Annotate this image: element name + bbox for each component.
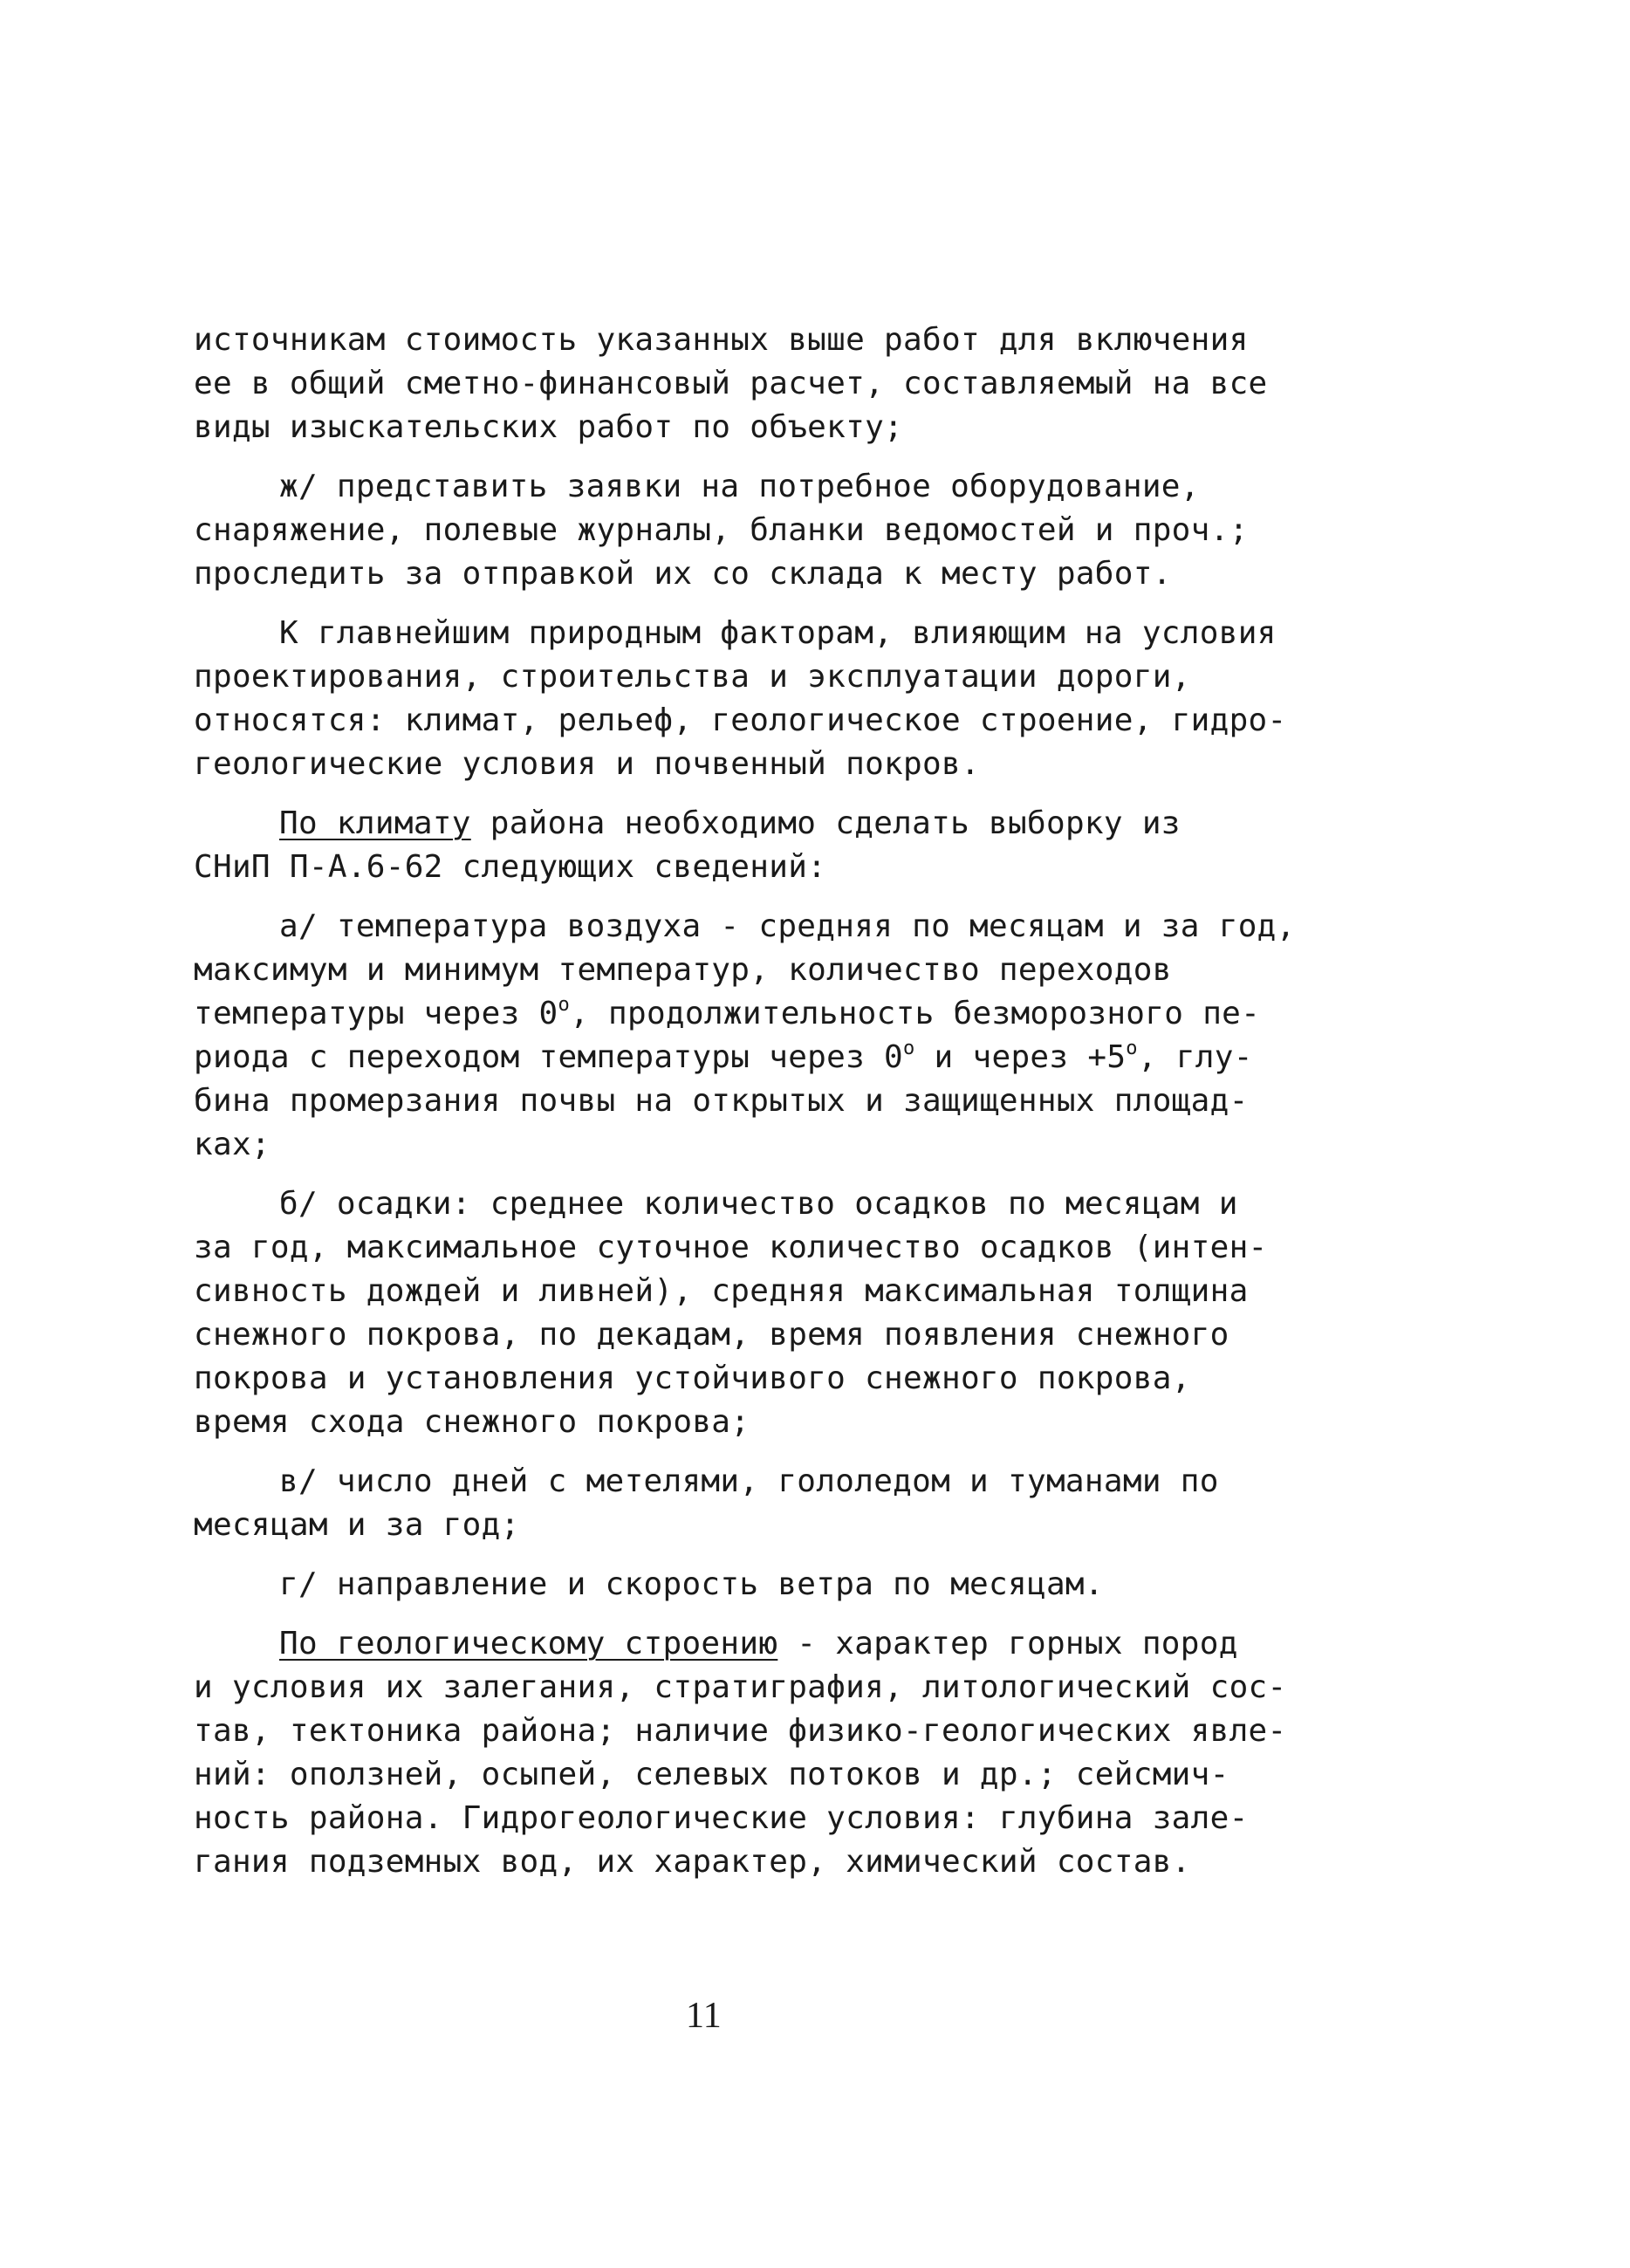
line-text: проектирования, строительства и эксплуатации дороги, xyxy=(194,659,1191,695)
line-text: максимум и минимум температур, количество переходов xyxy=(194,952,1172,988)
paragraph xyxy=(194,319,1268,449)
text-line xyxy=(194,1270,1249,1313)
paragraph xyxy=(194,612,1287,786)
paragraph xyxy=(194,1563,1223,1607)
underlined-heading: По геологическому строению xyxy=(279,1626,778,1662)
text-line xyxy=(194,362,1268,406)
text-line xyxy=(194,1226,1268,1270)
line-text: в/ число дней с метелями, гололедом и туманами по xyxy=(279,1463,1219,1499)
line-text: а/ температура воздуха - средняя по месяцам и за год, xyxy=(279,908,1296,944)
text-line xyxy=(194,802,1223,846)
text-line xyxy=(194,1840,1223,1884)
line-text: бина промерзания почвы на открытых и защищенных площад- xyxy=(194,1083,1249,1119)
text-line xyxy=(194,509,1249,552)
line-text: за год, максимальное суточное количество осадков (интен- xyxy=(194,1230,1268,1265)
paragraph xyxy=(194,905,1296,1167)
line-text: месяцам и за год; xyxy=(194,1507,520,1543)
line-text: риода с переходом температуры через 0$^o$ и через $+5^o$, глу- xyxy=(194,1038,1253,1075)
paragraph xyxy=(194,1460,1223,1547)
line-text: ность района. Гидрогеологические условия: глубина зале- xyxy=(194,1800,1249,1836)
line-text: покрова и установления устойчивого снежного покрова, xyxy=(194,1360,1191,1396)
text-line xyxy=(194,1036,1253,1079)
line-text: СНиП П-А.6-62 следующих сведений: xyxy=(194,849,827,885)
page-number: 11 xyxy=(686,1996,723,2036)
text-line xyxy=(194,1622,1238,1666)
paragraph xyxy=(194,1622,1287,1884)
line-text: ее в общий сметно-финансовый расчет, составляемый на все xyxy=(194,366,1268,401)
text-line xyxy=(194,1313,1229,1357)
line-text: ж/ представить заявки на потребное оборудование, xyxy=(279,469,1200,504)
line-text: - характер горных пород xyxy=(777,1626,1238,1662)
line-text: температуры через 0$^o$, продолжительность безморозного пе- xyxy=(194,994,1261,1031)
text-line xyxy=(194,465,1223,509)
line-text: сивность дождей и ливней), средняя максимальная толщина xyxy=(194,1273,1249,1309)
text-line xyxy=(194,1797,1249,1840)
text-line xyxy=(194,1710,1287,1753)
line-text: б/ осадки: среднее количество осадков по месяцам и xyxy=(279,1186,1238,1222)
text-line xyxy=(194,846,1223,889)
paragraph xyxy=(194,802,1223,889)
text-line xyxy=(194,1753,1229,1797)
line-text: виды изыскательских работ по объекту; xyxy=(194,409,904,445)
text-line xyxy=(194,992,1261,1036)
line-text: источникам стоимость указанных выше работ для включения xyxy=(194,322,1249,358)
line-text: К главнейшим природным факторам, влияющим на условия xyxy=(279,615,1277,651)
text-line xyxy=(194,905,1296,949)
underlined-heading: По климату xyxy=(279,805,471,841)
text-line xyxy=(194,655,1223,699)
line-text: гания подземных вод, их характер, химический состав. xyxy=(194,1844,1191,1880)
text-line xyxy=(194,552,1223,596)
line-text: г/ направление и скорость ветра по месяцам. xyxy=(279,1566,1104,1602)
text-line xyxy=(194,743,1223,786)
line-text: время схода снежного покрова; xyxy=(194,1404,750,1440)
line-text: геологические условия и почвенный покров. xyxy=(194,746,980,782)
paragraph xyxy=(194,465,1249,596)
text-line xyxy=(194,406,1223,449)
text-line xyxy=(194,1123,1223,1167)
line-text: проследить за отправкой их со склада к месту работ. xyxy=(194,556,1172,592)
line-text: тав, тектоника района; наличие физико-геологических явле- xyxy=(194,1713,1287,1749)
text-line xyxy=(194,1460,1223,1504)
text-line xyxy=(194,319,1249,362)
text-line xyxy=(194,1666,1287,1710)
line-text: снаряжение, полевые журналы, бланки ведомостей и проч.; xyxy=(194,512,1249,548)
text-line xyxy=(194,1357,1223,1401)
text-line xyxy=(194,612,1277,655)
body-text xyxy=(194,319,1296,1900)
line-text: снежного покрова, по декадам, время появления снежного xyxy=(194,1317,1229,1353)
paragraph xyxy=(194,1182,1268,1444)
line-text: и условия их залегания, стратиграфия, литологический сос- xyxy=(194,1669,1287,1705)
text-line xyxy=(194,1504,1223,1547)
text-line xyxy=(194,1079,1249,1123)
line-text: ках; xyxy=(194,1127,271,1162)
text-line xyxy=(194,949,1223,992)
line-text: относятся: климат, рельеф, геологическое строение, гидро- xyxy=(194,702,1287,738)
text-line xyxy=(194,1563,1223,1607)
text-line xyxy=(194,699,1287,743)
text-line xyxy=(194,1182,1238,1226)
line-text: ний: оползней, осыпей, селевых потоков и др.; сейсмич- xyxy=(194,1757,1229,1792)
text-line xyxy=(194,1401,1223,1444)
line-text: района необходимо сделать выборку из xyxy=(470,805,1181,841)
